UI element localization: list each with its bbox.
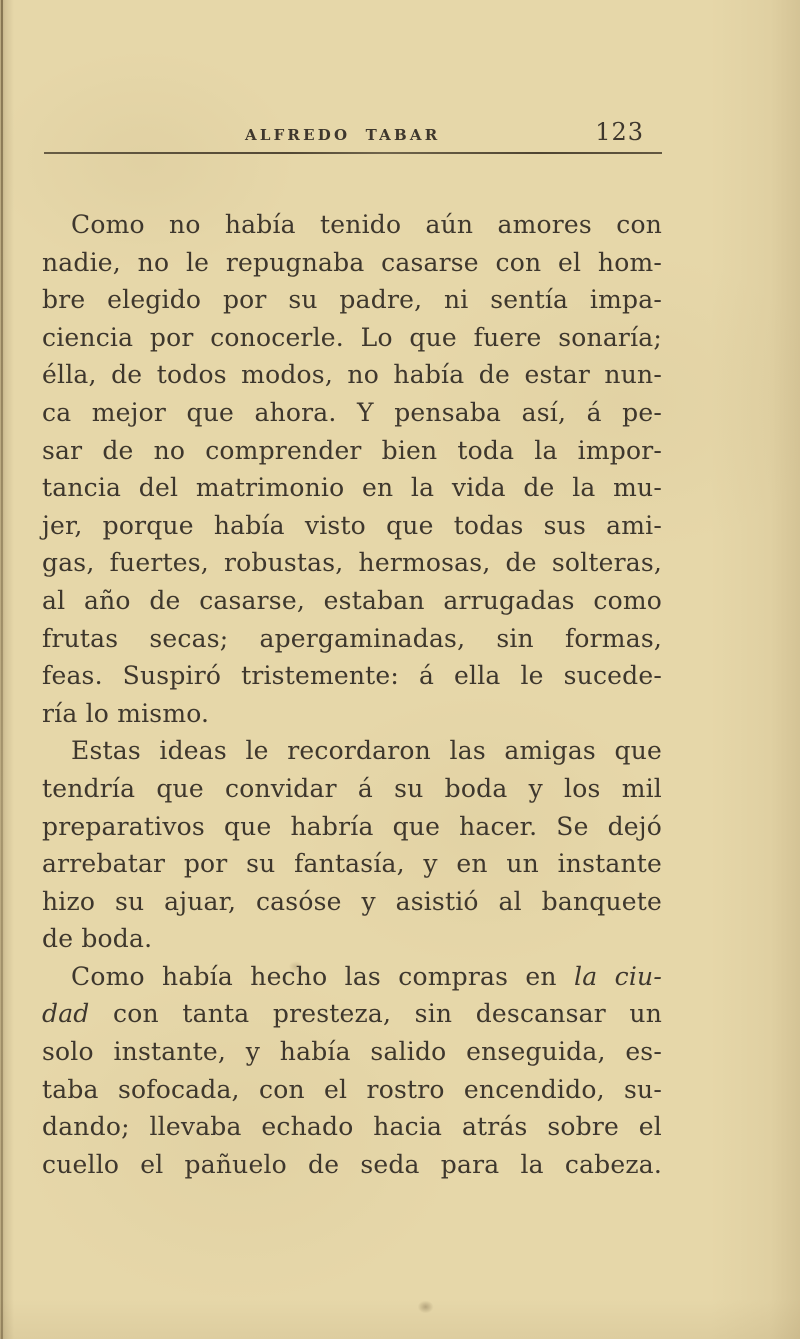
body-text: de boda. — [42, 924, 153, 954]
body-text: ciencia por conocerle. Lo que fuere sonaría; — [42, 322, 662, 352]
running-header — [44, 118, 662, 152]
text-line — [42, 281, 662, 319]
scan-edge-shadow — [1, 0, 3, 1339]
text-line — [42, 206, 662, 244]
body-text: Como había hecho las compras en — [71, 961, 575, 991]
body-text: nadie, no le repugnaba casarse con el hom- — [42, 247, 662, 277]
text-line — [42, 657, 662, 695]
text-line — [42, 732, 662, 770]
body-text: arrebatar por su fantasía, y en un instante — [42, 849, 662, 879]
body-text: ca mejor que ahora. Y pensaba así, á pe- — [42, 397, 662, 427]
text-line — [42, 1146, 662, 1184]
text-line — [42, 1108, 662, 1146]
body-text: hizo su ajuar, casóse y asistió al banquete — [42, 886, 662, 916]
page-body — [42, 206, 662, 1183]
body-text: Como no había tenido aún amores con — [71, 210, 662, 239]
body-text: gas, fuertes, robustas, hermosas, de solteras, — [42, 548, 662, 578]
text-line — [42, 544, 662, 582]
italic-text: la ciu- — [574, 961, 662, 991]
text-line — [42, 995, 662, 1033]
text-line — [42, 394, 662, 432]
italic-text: dad — [42, 999, 90, 1029]
body-text: preparativos que habría que hacer. Se dejó — [42, 811, 662, 841]
text-line — [42, 432, 662, 470]
body-text: bre elegido por su padre, ni sentía impa- — [42, 285, 662, 315]
text-line — [42, 845, 662, 883]
text-line — [42, 319, 662, 357]
paragraph — [42, 206, 662, 732]
body-text: taba sofocada, con el rostro encendido, su- — [42, 1074, 662, 1104]
text-line — [42, 920, 662, 958]
body-text: élla, de todos modos, no había de estar nun- — [42, 360, 662, 390]
text-line — [42, 620, 662, 658]
text-line — [42, 582, 662, 620]
body-text: Estas ideas le recordaron las amigas que — [71, 736, 662, 766]
body-text: al año de casarse, estaban arrugadas como — [42, 585, 662, 615]
text-line — [42, 356, 662, 394]
header-rule — [44, 152, 662, 154]
body-text: solo instante, y había salido enseguida, es- — [42, 1037, 662, 1067]
text-line — [42, 1033, 662, 1071]
body-text: frutas secas; apergaminadas, sin formas, — [42, 623, 662, 653]
text-line — [42, 695, 662, 733]
body-text: ría lo mismo. — [42, 698, 210, 728]
page-number: 123 — [595, 118, 644, 146]
text-line — [42, 1071, 662, 1109]
body-text: jer, porque había visto que todas sus ami- — [42, 510, 662, 540]
body-text: con tanta presteza, sin descansar un — [89, 999, 662, 1029]
text-line — [42, 883, 662, 921]
text-line — [42, 808, 662, 846]
paragraph — [42, 732, 662, 958]
body-text: cuello el pañuelo de seda para la cabeza. — [42, 1149, 662, 1179]
body-text: sar de no comprender bien toda la impor- — [42, 435, 662, 465]
body-text: tendría que convidar á su boda y los mil — [42, 773, 662, 803]
text-line — [42, 958, 662, 996]
text-line — [42, 770, 662, 808]
text-line — [42, 507, 662, 545]
body-text: feas. Suspiró tristemente: á ella le sucede- — [42, 661, 662, 691]
paragraph — [42, 958, 662, 1184]
body-text: tancia del matrimonio en la vida de la mu- — [42, 473, 662, 503]
running-header-title: ALFREDO TABAR — [245, 126, 441, 144]
body-text: dando; llevaba echado hacia atrás sobre el — [42, 1112, 662, 1142]
text-line — [42, 469, 662, 507]
text-line — [42, 244, 662, 282]
